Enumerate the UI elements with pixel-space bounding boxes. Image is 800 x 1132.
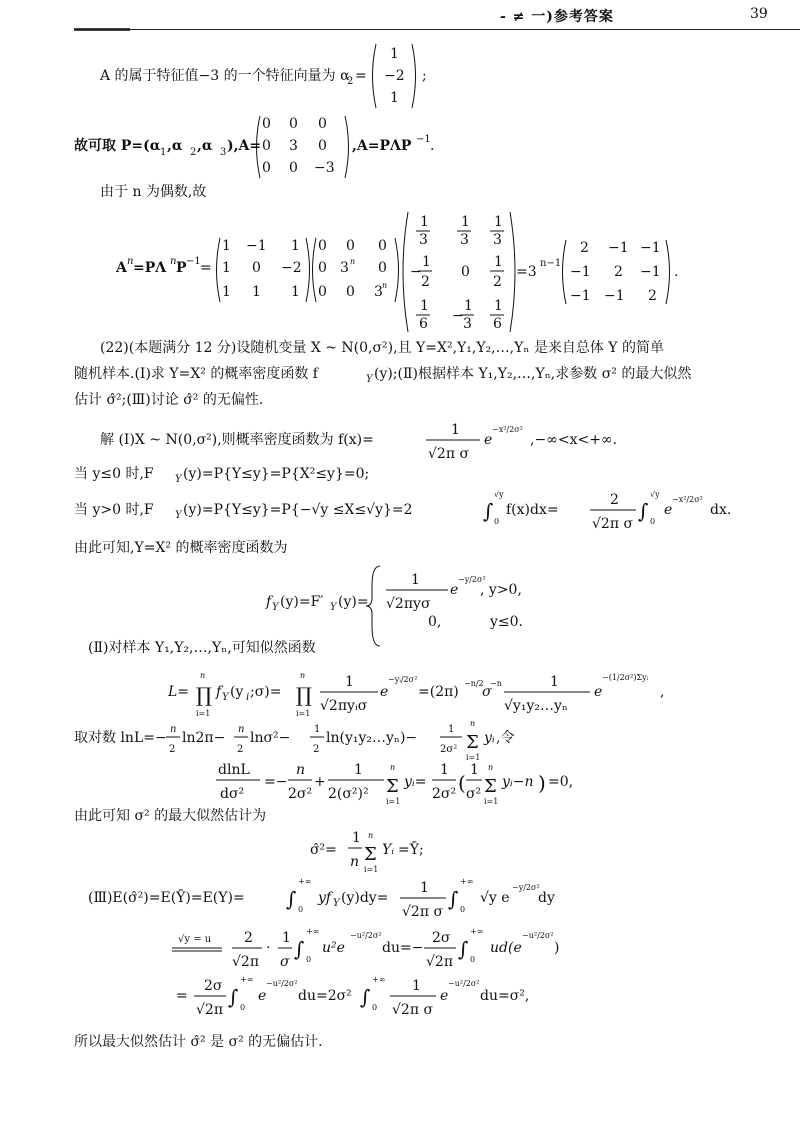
integral-icon: ∫ <box>458 937 469 961</box>
problem-line-1: (22)(本题满分 12 分)设随机变量 X ~ N(0,σ²),且 Y=X²,Y₁,Y₂,…,Yₙ 是来自总体 Y 的简单 <box>100 340 664 356</box>
limit: n <box>300 671 306 680</box>
scalar: =3 <box>516 264 537 280</box>
frac-num: 1 <box>352 830 361 846</box>
frac-den: √2π σ <box>402 904 444 920</box>
likelihood: f <box>216 684 222 700</box>
frac-num: 1 <box>470 762 479 778</box>
frac-den: 2 <box>313 744 320 755</box>
frac-den: 6 <box>419 316 428 332</box>
m-entry: −1 <box>608 240 629 256</box>
vec-entry: 1 <box>390 90 399 106</box>
m-entry: −1 <box>640 240 661 256</box>
m-entry: 0 <box>378 238 387 254</box>
limit: n <box>488 763 494 772</box>
final-eq: du=σ², <box>480 988 530 1004</box>
eigvec-prefix: A 的属于特征值−3 的一个特征向量为 α <box>100 68 350 84</box>
limit: 0 <box>298 905 304 914</box>
exponent: −u²/2σ² <box>350 931 382 940</box>
frac-num: 1 <box>494 254 503 270</box>
limit: i=1 <box>364 865 379 874</box>
deriv-num: dlnL <box>218 762 250 778</box>
integrand: u²e <box>322 940 345 956</box>
frac-num: 2 <box>244 930 253 946</box>
sol-i-case2b: (y)=P{Y≤y}=P{−√y ≤X≤√y}=2 <box>183 502 413 518</box>
minus: − <box>452 308 464 324</box>
limit: √y <box>650 490 660 499</box>
frac-num: 2σ <box>204 978 223 994</box>
likelihood: L= <box>168 684 190 700</box>
limit: 0 <box>240 1003 246 1012</box>
frac-den: √2πyᵢσ <box>320 698 368 714</box>
lambda-matrix <box>262 116 335 176</box>
limit: 0 <box>494 517 500 526</box>
exponent: −x²/2σ² <box>672 495 703 504</box>
frac-den: σ² <box>466 786 482 802</box>
frac-num: 1 <box>461 214 470 230</box>
m-entry: 3 <box>289 138 298 154</box>
log-likelihood: lnσ²− <box>250 730 291 746</box>
likelihood: =(2π) <box>418 684 459 700</box>
paren: ) <box>538 771 546 795</box>
m-entry: 1 <box>222 238 231 254</box>
m-entry: 0 <box>318 238 327 254</box>
frac-num: n <box>170 724 177 735</box>
eq: =0, <box>548 774 574 790</box>
mle-intro: 由此可知 σ² 的最大似然估计为 <box>74 808 267 824</box>
limit: √y <box>494 490 504 499</box>
integrand: ud(e <box>490 940 522 956</box>
m-entry: 0 <box>318 138 327 154</box>
m-entry: −1 <box>570 264 591 280</box>
m-entry: 1 <box>222 260 231 276</box>
exponent: −n/2 <box>464 679 484 688</box>
even-note: 由于 n 为偶数,故 <box>100 184 207 200</box>
exp-base: e <box>664 502 673 518</box>
frac-num: 1 <box>494 298 503 314</box>
m-entry: −1 <box>570 288 591 304</box>
product-icon: ∏ <box>196 683 212 707</box>
integral-icon: ∫ <box>448 887 459 911</box>
frac-den: 3 <box>460 232 469 248</box>
exponent: −y/2σ² <box>458 575 486 584</box>
header-title: - ≠ 一)参考答案 <box>500 9 614 25</box>
bracket-left <box>563 240 567 304</box>
bracket-right <box>395 238 399 302</box>
m-entry: 0 <box>289 160 298 176</box>
sol-i-case2: 当 y>0 时,F <box>74 502 154 518</box>
m-entry: 0 <box>346 284 355 300</box>
subscript: i <box>246 692 250 703</box>
sum-icon: Σ <box>386 776 399 797</box>
limit: n <box>390 763 396 772</box>
subscript: Y <box>222 692 229 703</box>
m-entry: 2 <box>648 288 657 304</box>
frac-den: 3 <box>463 316 472 332</box>
superscript: n <box>127 256 134 267</box>
bracket-right <box>345 116 349 178</box>
limit: 0 <box>372 1003 378 1012</box>
superscript: −1 <box>186 256 201 267</box>
frac-den: 2 <box>237 744 244 755</box>
punct: . <box>674 264 679 280</box>
integrand: du=− <box>382 940 424 956</box>
exponent: −y/2σ² <box>512 883 540 892</box>
integral-icon: ∫ <box>483 499 494 523</box>
integral-icon: ∫ <box>360 985 371 1009</box>
an-eq: P <box>176 260 187 276</box>
integral-icon: ∫ <box>228 985 239 1009</box>
frac-den: √2π σ <box>592 516 634 532</box>
subscript: Y <box>366 374 373 385</box>
m-entry: 3 <box>340 260 349 276</box>
m-entry: 1 <box>291 238 300 254</box>
log-likelihood: ,令 <box>496 730 515 746</box>
fy-def: (y)= <box>338 594 369 610</box>
exp-base: e <box>258 988 267 1004</box>
limit: 0 <box>460 905 466 914</box>
page-number: 39 <box>750 6 768 22</box>
exp-base: e <box>450 582 459 598</box>
superscript: n <box>170 256 177 267</box>
exp-base: e <box>594 684 603 700</box>
frac-num: 1 <box>314 724 321 735</box>
m-entry: 0 <box>289 116 298 132</box>
frac-num: 2 <box>610 492 619 508</box>
exponent: −(1/2σ²)Σyᵢ <box>602 673 649 682</box>
limit: +∞ <box>240 975 254 984</box>
lambda-n-matrix <box>318 238 387 300</box>
eq: = <box>355 68 367 84</box>
subscript: 2 <box>347 76 354 87</box>
superscript: n <box>350 257 356 266</box>
vec-entry: 1 <box>390 46 399 62</box>
frac-den: 2σ² <box>288 786 313 802</box>
m-entry: −1 <box>640 264 661 280</box>
problem-line-3: 估计 σ̂²;(Ⅲ)讨论 σ̂² 的无偏性. <box>74 392 264 408</box>
deriv-den: dσ² <box>220 786 245 802</box>
var: Yᵢ <box>382 842 395 858</box>
bracket-right <box>306 238 310 302</box>
result-matrix <box>570 240 661 304</box>
problem-line-2: 随机样本.(Ⅰ)求 Y=X² 的概率密度函数 f <box>74 366 318 382</box>
substitution: √y = u <box>178 934 212 945</box>
fy-case1: , y>0, <box>480 582 522 598</box>
punct: , <box>660 684 665 700</box>
m-entry: 1 <box>252 284 261 300</box>
exponent: −u²/2σ² <box>522 931 554 940</box>
exponent: −u²/2σ² <box>448 979 480 988</box>
sol-iii: dy <box>538 890 555 906</box>
frac-num: 1 <box>440 762 449 778</box>
m-entry: 0 <box>318 260 327 276</box>
m-entry: −1 <box>246 238 267 254</box>
limit: +∞ <box>298 877 312 886</box>
superscript: n−1 <box>540 258 562 269</box>
frac-den: 2(σ²)² <box>328 786 369 802</box>
likelihood: σ <box>482 684 492 700</box>
an-eq: =PΛ <box>133 260 167 276</box>
var: yᵢ−n <box>502 774 534 790</box>
m-entry: 3 <box>374 284 383 300</box>
final-eq: = <box>176 988 188 1004</box>
sol-iii: (Ⅲ)E(σ̂²)=E(Ȳ)=E(Y)= <box>88 890 245 906</box>
vec-entry: −2 <box>384 68 405 84</box>
frac-num: 1 <box>345 674 354 690</box>
m-entry: −2 <box>281 260 302 276</box>
limit: +∞ <box>470 927 484 936</box>
punct: . <box>430 138 435 154</box>
frac-den: 2 <box>421 274 430 290</box>
exp-base: e <box>380 684 389 700</box>
frac-den: 3 <box>419 232 428 248</box>
subscript: 3 <box>220 147 227 158</box>
m-entry: 0 <box>378 260 387 276</box>
sol-iii: yf <box>318 890 332 906</box>
frac-num: 2σ <box>432 930 451 946</box>
m-entry: 0 <box>252 260 261 276</box>
limit: +∞ <box>460 877 474 886</box>
fy-def: f <box>266 594 272 610</box>
superscript: −1 <box>416 134 431 145</box>
frac-num: 1 <box>412 978 421 994</box>
frac-den: σ <box>280 954 290 970</box>
an-eq: = <box>200 260 212 276</box>
bracket-right <box>412 44 416 108</box>
subscript: 2 <box>190 147 197 158</box>
frac-den: 6 <box>493 316 502 332</box>
limit: i=1 <box>484 797 499 806</box>
likelihood: ;σ)= <box>250 684 282 700</box>
minus: − <box>410 264 422 280</box>
log-likelihood: ln(y₁y₂…yₙ)− <box>326 730 418 746</box>
bracket-left <box>373 44 377 108</box>
m-entry: 0 <box>346 238 355 254</box>
sol-i-density: 解 (Ⅰ)X ~ N(0,σ²),则概率密度函数为 f(x)= <box>100 432 374 448</box>
sol-i-case1: 当 y≤0 时,F <box>74 466 154 482</box>
frac-num: 1 <box>422 254 431 270</box>
frac-den: √2πyσ <box>386 596 431 612</box>
limit: +∞ <box>306 927 320 936</box>
exponent: −x²/2σ² <box>492 425 523 434</box>
superscript: n <box>382 281 388 290</box>
frac-num: n <box>296 762 306 778</box>
frac-num: 1 <box>494 214 503 230</box>
frac-num: 1 <box>282 930 291 946</box>
m-entry: 0 <box>262 160 271 176</box>
integrand: ) <box>554 940 560 956</box>
frac-den: √2π σ <box>428 446 470 462</box>
sol-i-case2c: f(x)dx= <box>506 502 559 518</box>
fy-def: (y)=F′ <box>280 594 324 610</box>
problem-line-2b: (y);(Ⅱ)根据样本 Y₁,Y₂,…,Yₙ,求参数 σ² 的最大似然 <box>374 366 692 382</box>
m-entry: −3 <box>314 160 335 176</box>
fy-case2-val: 0, <box>428 614 442 630</box>
similarity: ,A=PΛP <box>352 138 412 154</box>
frac-num: 1 <box>448 724 455 735</box>
lambda-def: ),A= <box>227 138 262 154</box>
frac-den: n <box>350 854 360 870</box>
m-entry: 2 <box>614 264 623 280</box>
limit: i=1 <box>466 753 481 762</box>
bracket-right <box>510 212 515 332</box>
mle: σ̂²= <box>310 842 337 858</box>
p-def: ,α <box>197 138 213 154</box>
frac-num: 1 <box>420 880 429 896</box>
p-def: 故可取 P=(α <box>74 138 161 154</box>
paren: ( <box>458 771 466 795</box>
subscript: Y <box>175 474 182 485</box>
frac-den: 3 <box>493 232 502 248</box>
sol-i-case1b: (y)=P{Y≤y}=P{X²≤y}=0; <box>183 466 370 482</box>
bracket-left <box>403 212 408 332</box>
bracket-left <box>313 238 317 302</box>
frac-den: √2π σ <box>392 1002 434 1018</box>
limit: n <box>368 831 374 840</box>
conclusion: 所以最大似然估计 σ̂² 是 σ² 的无偏估计. <box>74 1034 323 1050</box>
final-eq: du=2σ² <box>298 988 352 1004</box>
frac-den: 2 <box>493 274 502 290</box>
frac-den: √2π <box>426 954 454 970</box>
frac-num: 1 <box>550 674 559 690</box>
m-entry: 1 <box>222 284 231 300</box>
m-entry: 0 <box>262 116 271 132</box>
frac-num: 1 <box>464 298 473 314</box>
limit: 0 <box>306 955 312 964</box>
normal-density-frac <box>426 422 523 462</box>
frac-num: 1 <box>420 298 429 314</box>
frac-den: 2 <box>169 744 176 755</box>
frac-num: 1 <box>451 422 460 438</box>
p-def: ,α <box>167 138 183 154</box>
frac-den: √2π <box>232 954 260 970</box>
bracket-left <box>217 238 221 302</box>
limit: 0 <box>650 517 656 526</box>
sol-iii: (y)dy= <box>341 890 389 906</box>
punct: ; <box>422 68 427 84</box>
frac-num: n <box>238 724 245 735</box>
frac-num: 1 <box>354 762 363 778</box>
sum-icon: Σ <box>484 776 497 797</box>
subscript: Y <box>175 510 182 521</box>
limit: +∞ <box>372 975 386 984</box>
sol-i-conclusion: 由此可知,Y=X² 的概率密度函数为 <box>74 540 288 556</box>
frac-den: 2σ² <box>440 744 458 755</box>
limit: i=1 <box>196 709 211 718</box>
limit: 0 <box>470 955 476 964</box>
limit: i=1 <box>386 797 401 806</box>
bracket-right <box>666 240 670 304</box>
op: + <box>314 774 326 790</box>
product-icon: ∏ <box>296 683 312 707</box>
likelihood: (y <box>230 684 244 700</box>
frac-den: √y₁y₂…yₙ <box>504 698 568 714</box>
m-entry: −1 <box>604 288 625 304</box>
frac-den: √2π <box>196 1002 224 1018</box>
an-lhs: A <box>116 260 127 276</box>
p-matrix <box>222 238 302 300</box>
m-entry: 0 <box>461 264 470 280</box>
fy-case2-cond: y≤0. <box>490 614 523 630</box>
m-entry: 0 <box>262 138 271 154</box>
exp-base: e <box>484 432 493 448</box>
var: yᵢ= <box>404 774 427 790</box>
integral-icon: ∫ <box>638 499 649 523</box>
sol-i-domain: ,−∞<x<+∞. <box>530 432 618 448</box>
m-entry: 0 <box>318 284 327 300</box>
mle: =Ȳ; <box>398 842 424 858</box>
p-inverse-matrix <box>410 214 504 332</box>
integral-icon: ∫ <box>294 937 305 961</box>
frac-den: 2σ² <box>432 786 457 802</box>
exponent: −u²/2σ² <box>266 979 298 988</box>
sol-ii-intro: (Ⅱ)对样本 Y₁,Y₂,…,Yₙ,可知似然函数 <box>88 640 316 656</box>
var: yᵢ <box>484 730 495 746</box>
brace-left <box>366 566 380 646</box>
exponent: −n <box>490 679 502 688</box>
limit: i=1 <box>296 709 311 718</box>
exp-base: e <box>440 988 449 1004</box>
limit: n <box>200 671 206 680</box>
integral-icon: ∫ <box>286 887 297 911</box>
sol-iii: √y e <box>480 890 510 906</box>
op: · <box>266 940 271 956</box>
m-entry: 1 <box>291 284 300 300</box>
sum-icon: Σ <box>466 732 479 753</box>
frac-num: 1 <box>420 214 429 230</box>
sol-i-case2d: dx. <box>710 502 732 518</box>
subscript: Y <box>333 898 340 909</box>
subscript: Y <box>330 602 337 613</box>
subscript: 1 <box>160 147 167 158</box>
subscript: Y <box>272 602 279 613</box>
log-likelihood: ln2π− <box>182 730 226 746</box>
sum-icon: Σ <box>364 844 377 865</box>
eq: =− <box>264 774 288 790</box>
m-entry: 0 <box>318 116 327 132</box>
frac-num: 1 <box>411 572 420 588</box>
log-likelihood: 取对数 lnL=− <box>74 730 167 746</box>
exponent: −yᵢ/2σ² <box>388 675 418 684</box>
limit: n <box>470 719 476 728</box>
m-entry: 2 <box>580 240 589 256</box>
